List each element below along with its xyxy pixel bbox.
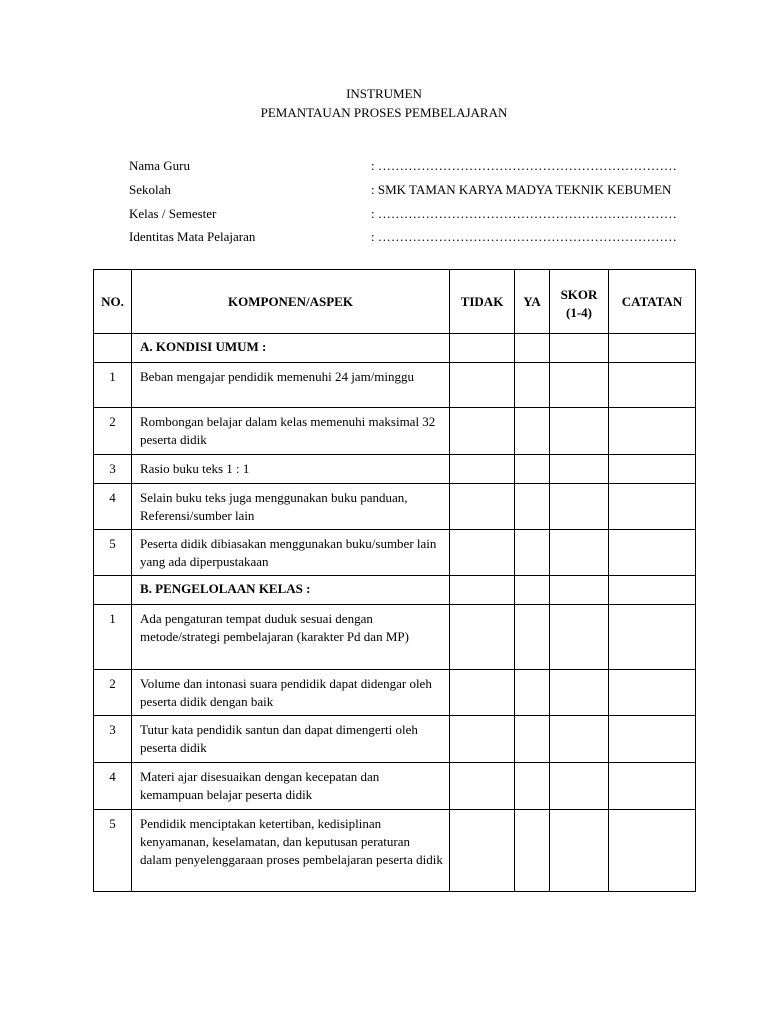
tidak-cell (450, 576, 515, 605)
section-title: B. PENGELOLAAN KELAS : (132, 576, 450, 605)
document-subtitle: PEMANTAUAN PROSES PEMBELAJARAN (260, 105, 508, 120)
section-b (94, 576, 696, 892)
header-skor-range: (1-4) (566, 304, 592, 320)
ya-checkbox-cell[interactable] (515, 363, 550, 408)
ya-checkbox-cell[interactable] (515, 530, 550, 576)
aspect-text: Beban mengajar pendidik memenuhi 24 jam/minggu (132, 363, 450, 408)
aspect-text: Selain buku teks juga menggunakan buku panduan, Referensi/sumber lain (132, 484, 450, 530)
catatan-input-cell[interactable] (609, 670, 696, 716)
catatan-cell (609, 334, 696, 363)
tidak-checkbox-cell[interactable] (450, 408, 515, 455)
ya-checkbox-cell[interactable] (515, 408, 550, 455)
ya-cell (515, 576, 550, 605)
skor-input-cell[interactable] (550, 455, 609, 484)
mata-pelajaran-field[interactable]: : …………………………………………………………… (371, 229, 677, 244)
monitoring-table (93, 269, 696, 892)
tidak-checkbox-cell[interactable] (450, 455, 515, 484)
row-number: 3 (94, 455, 132, 484)
table-row (94, 670, 696, 716)
catatan-input-cell[interactable] (609, 455, 696, 484)
nama-guru-row (129, 158, 689, 178)
tidak-checkbox-cell[interactable] (450, 363, 515, 408)
row-number: 5 (94, 530, 132, 576)
catatan-input-cell[interactable] (609, 363, 696, 408)
table-row (94, 408, 696, 455)
aspect-text: Pendidik menciptakan ketertiban, kedisiplinan kenyamanan, keselamatan, dan keputusan peraturan dalam penyelenggaraan proses pembelajaran peserta didik (132, 810, 450, 892)
skor-cell (550, 334, 609, 363)
tidak-checkbox-cell[interactable] (450, 670, 515, 716)
skor-cell (550, 576, 609, 605)
tidak-checkbox-cell[interactable] (450, 605, 515, 670)
catatan-input-cell[interactable] (609, 484, 696, 530)
ya-checkbox-cell[interactable] (515, 455, 550, 484)
aspect-text: Peserta didik dibiasakan menggunakan buku/sumber lain yang ada diperpustakaan (132, 530, 450, 576)
catatan-cell (609, 576, 696, 605)
ya-checkbox-cell[interactable] (515, 810, 550, 892)
catatan-input-cell[interactable] (609, 810, 696, 892)
row-number: 4 (94, 763, 132, 810)
ya-cell (515, 334, 550, 363)
section-a (94, 334, 696, 576)
table-row (94, 484, 696, 530)
skor-input-cell[interactable] (550, 484, 609, 530)
skor-input-cell[interactable] (550, 670, 609, 716)
kelas-semester-field[interactable]: : …………………………………………………………… (371, 206, 677, 221)
row-number: 4 (94, 484, 132, 530)
table-row (94, 716, 696, 763)
skor-input-cell[interactable] (550, 363, 609, 408)
header-skor (550, 270, 609, 334)
table-row (94, 455, 696, 484)
sekolah-label: Sekolah (129, 182, 171, 197)
catatan-input-cell[interactable] (609, 716, 696, 763)
sekolah-value: : SMK TAMAN KARYA MADYA TEKNIK KEBUMEN (371, 182, 672, 197)
skor-input-cell[interactable] (550, 810, 609, 892)
skor-input-cell[interactable] (550, 530, 609, 576)
ya-checkbox-cell[interactable] (515, 716, 550, 763)
catatan-input-cell[interactable] (609, 605, 696, 670)
skor-input-cell[interactable] (550, 408, 609, 455)
ya-checkbox-cell[interactable] (515, 484, 550, 530)
tidak-checkbox-cell[interactable] (450, 484, 515, 530)
mata-pelajaran-label: Identitas Mata Pelajaran (129, 229, 256, 244)
ya-checkbox-cell[interactable] (515, 670, 550, 716)
header-no: NO. (94, 270, 132, 334)
tidak-checkbox-cell[interactable] (450, 716, 515, 763)
aspect-text: Volume dan intonasi suara pendidik dapat didengar oleh peserta didik dengan baik (132, 670, 450, 716)
row-number: 1 (94, 605, 132, 670)
table-row (94, 763, 696, 810)
kelas-semester-row (129, 206, 689, 226)
aspect-text: Rombongan belajar dalam kelas memenuhi maksimal 32 peserta didik (132, 408, 450, 455)
aspect-text: Materi ajar disesuaikan dengan kecepatan dan kemampuan belajar peserta didik (132, 763, 450, 810)
aspect-text: Rasio buku teks 1 : 1 (132, 455, 450, 484)
section-no-cell (94, 576, 132, 605)
section-no-cell (94, 334, 132, 363)
aspect-text: Tutur kata pendidik santun dan dapat dimengerti oleh peserta didik (132, 716, 450, 763)
kelas-semester-label: Kelas / Semester (129, 206, 217, 221)
row-number: 2 (94, 408, 132, 455)
ya-checkbox-cell[interactable] (515, 763, 550, 810)
table-header-row (94, 270, 696, 334)
document-title: INSTRUMEN (346, 86, 422, 101)
header-ya: YA (515, 270, 550, 334)
nama-guru-label: Nama Guru (129, 158, 191, 173)
row-number: 5 (94, 810, 132, 892)
tidak-cell (450, 334, 515, 363)
row-number: 2 (94, 670, 132, 716)
row-number: 1 (94, 363, 132, 408)
table-row (94, 530, 696, 576)
nama-guru-field[interactable]: : …………………………………………………………… (371, 158, 677, 173)
skor-input-cell[interactable] (550, 763, 609, 810)
tidak-checkbox-cell[interactable] (450, 763, 515, 810)
tidak-checkbox-cell[interactable] (450, 530, 515, 576)
mata-pelajaran-row (129, 229, 689, 249)
header-komponen-aspek: KOMPONEN/ASPEK (132, 270, 450, 334)
table-row (94, 810, 696, 892)
skor-input-cell[interactable] (550, 605, 609, 670)
section-header-row (94, 576, 696, 605)
section-header-row (94, 334, 696, 363)
row-number: 3 (94, 716, 132, 763)
table-row (94, 363, 696, 408)
catatan-input-cell[interactable] (609, 408, 696, 455)
ya-checkbox-cell[interactable] (515, 605, 550, 670)
header-tidak: TIDAK (450, 270, 515, 334)
tidak-checkbox-cell[interactable] (450, 810, 515, 892)
header-catatan: CATATAN (609, 270, 696, 334)
sekolah-row (129, 182, 689, 202)
table-row (94, 605, 696, 670)
skor-input-cell[interactable] (550, 716, 609, 763)
catatan-input-cell[interactable] (609, 530, 696, 576)
aspect-text: Ada pengaturan tempat duduk sesuai dengan metode/strategi pembelajaran (karakter Pd dan MP) (132, 605, 450, 670)
catatan-input-cell[interactable] (609, 763, 696, 810)
section-title: A. KONDISI UMUM : (132, 334, 450, 363)
header-skor-label: SKOR (560, 286, 598, 302)
